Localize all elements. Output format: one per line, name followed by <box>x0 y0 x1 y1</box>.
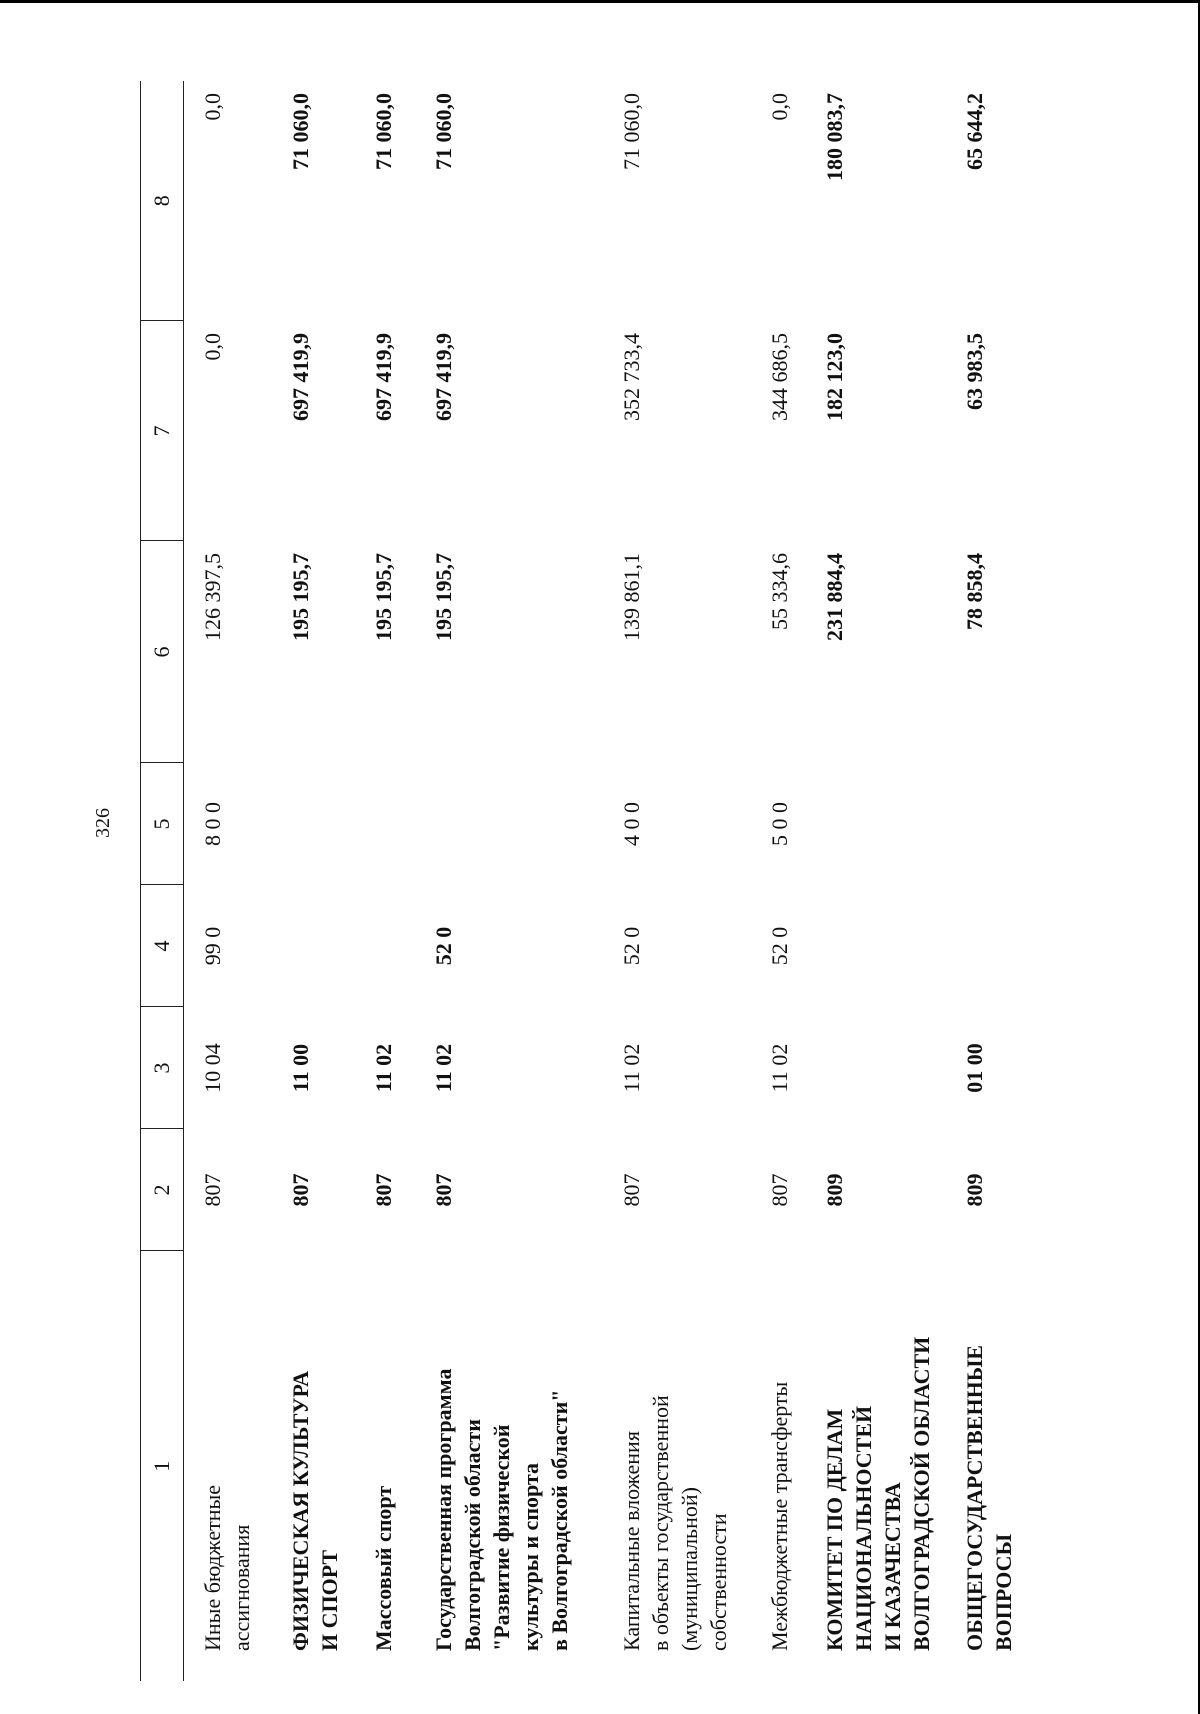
cell-col8: 71 060,0 <box>370 93 396 170</box>
row-name: Государственная программа Волгоградской области "Развитие физической культуры и спорта в Волгоградской области" <box>430 1368 572 1651</box>
cell-col3: 11 02 <box>430 1043 456 1093</box>
cell-col6: 126 397,5 <box>200 553 225 641</box>
cell-col5 <box>355 763 415 885</box>
cell-col7: 182 123,0 <box>821 333 847 421</box>
cell-col8: 0,0 <box>766 93 792 121</box>
rotated-table-container <box>140 81 1200 1681</box>
cell-col5 <box>415 763 603 885</box>
cell-col6: 55 334,6 <box>766 553 792 630</box>
cell-col7: 0,0 <box>200 333 225 361</box>
cell-col7: 63 983,5 <box>961 333 987 410</box>
cell-col6: 231 884,4 <box>821 553 847 641</box>
cell-col6: 139 861,1 <box>618 553 644 641</box>
cell-col8: 71 060,0 <box>618 93 644 170</box>
cell-col2: 807 <box>430 1173 456 1207</box>
cell-col2: 807 <box>370 1173 396 1207</box>
cell-col4: 52 0 <box>430 926 456 966</box>
cell-col8: 71 060,0 <box>287 93 313 170</box>
table-row <box>603 81 751 1681</box>
cell-col3: 11 00 <box>287 1043 313 1093</box>
cell-col2: 807 <box>766 1173 792 1207</box>
cell-col3: 11 02 <box>766 1043 792 1093</box>
cell-col8: 180 083,7 <box>821 93 847 181</box>
cell-col7: 697 419,9 <box>287 333 313 421</box>
cell-col5: 4 0 0 <box>618 802 644 846</box>
cell-col7: 697 419,9 <box>430 333 456 421</box>
row-name: Массовый спорт <box>370 1485 396 1651</box>
header-col-7: 7 <box>141 321 184 541</box>
cell-col4: 52 0 <box>618 926 644 966</box>
header-col-1: 1 <box>141 1251 184 1681</box>
cell-col7: 697 419,9 <box>370 333 396 421</box>
cell-col4: 52 0 <box>766 926 792 966</box>
table-row <box>751 81 806 1681</box>
cell-col3: 01 00 <box>961 1043 987 1093</box>
header-col-8: 8 <box>141 81 184 321</box>
cell-col4 <box>946 885 1028 1007</box>
cell-col2: 809 <box>821 1173 847 1207</box>
cell-col5 <box>946 763 1028 885</box>
table-row <box>415 81 603 1681</box>
cell-col5 <box>272 763 355 885</box>
cell-col7: 344 686,5 <box>766 333 792 421</box>
page-number: 326 <box>92 808 114 838</box>
cell-col6: 195 195,7 <box>287 553 313 641</box>
row-name: Иные бюджетные ассигнования <box>200 1484 254 1651</box>
cell-col6: 78 858,4 <box>961 553 987 630</box>
cell-col4 <box>355 885 415 1007</box>
cell-col3: 11 02 <box>618 1043 644 1093</box>
header-col-6: 6 <box>141 541 184 763</box>
header-col-2: 2 <box>141 1129 184 1251</box>
header-col-4: 4 <box>141 885 184 1007</box>
scan-edge-top <box>0 0 1200 3</box>
cell-col2: 807 <box>200 1173 225 1207</box>
header-col-3: 3 <box>141 1007 184 1129</box>
header-row <box>141 81 184 1681</box>
cell-col7: 352 733,4 <box>618 333 644 421</box>
table-row <box>806 81 946 1681</box>
cell-col5: 5 0 0 <box>766 802 792 846</box>
cell-col8: 71 060,0 <box>430 93 456 170</box>
row-name: КОМИТЕТ ПО ДЕЛАМ НАЦИОНАЛЬНОСТЕЙ И КАЗАЧЕСТВА ВОЛГОГРАДСКОЙ ОБЛАСТИ <box>821 1336 934 1651</box>
cell-col4: 99 0 <box>200 926 225 966</box>
row-name: ФИЗИЧЕСКАЯ КУЛЬТУРА И СПОРТ <box>287 1370 342 1651</box>
cell-col2: 809 <box>961 1173 987 1207</box>
table-row <box>946 81 1028 1681</box>
row-name: ОБЩЕГОСУДАРСТВЕННЫЕ ВОПРОСЫ <box>961 1345 1016 1651</box>
cell-col2: 807 <box>287 1173 313 1207</box>
cell-col5: 8 0 0 <box>200 802 225 846</box>
cell-col3: 11 02 <box>370 1043 396 1093</box>
cell-col3: 10 04 <box>200 1043 225 1093</box>
cell-col8: 65 644,2 <box>961 93 987 170</box>
cell-col6: 195 195,7 <box>430 553 456 641</box>
table-row <box>272 81 355 1681</box>
cell-col8: 0,0 <box>200 93 225 121</box>
cell-col4 <box>272 885 355 1007</box>
budget-table <box>140 81 1028 1681</box>
cell-col4 <box>806 885 946 1007</box>
cell-col3 <box>806 1007 946 1129</box>
header-col-5: 5 <box>141 763 184 885</box>
cell-col5 <box>806 763 946 885</box>
row-name: Капитальные вложения в объекты государственной (муниципальной) собственности <box>618 1395 731 1651</box>
row-name: Межбюджетные трансферты <box>766 1381 792 1651</box>
cell-col2: 807 <box>618 1173 644 1207</box>
table-row <box>184 81 272 1681</box>
table-row <box>355 81 415 1681</box>
cell-col6: 195 195,7 <box>370 553 396 641</box>
